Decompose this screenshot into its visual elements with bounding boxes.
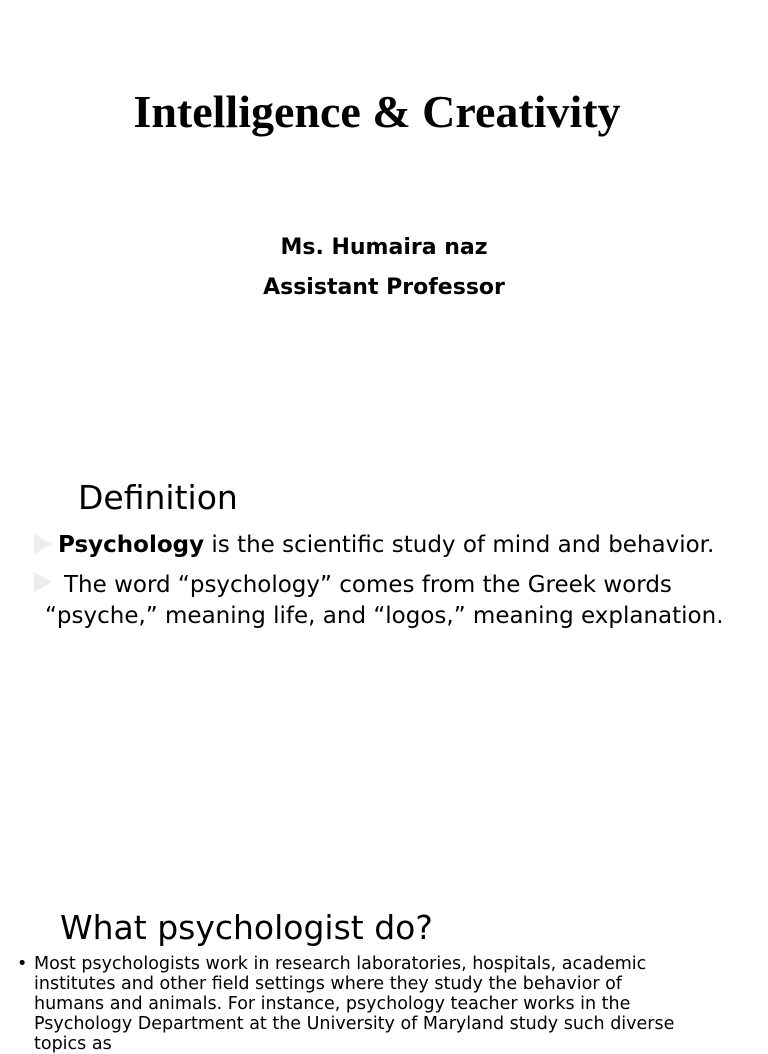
definition-heading: Definition (78, 478, 238, 517)
bullet-dot-icon: • (17, 954, 28, 974)
bullet-text (58, 530, 758, 561)
list-item-text: Most psychologists work in research laboratories, hospitals, academic institutes and other field settings where they study the behavior of humans and animals. For instance, psychology teacher works in the Psychology Department at the University of Maryland study such diverse topics as (34, 954, 675, 1054)
section-heading: What psychologist do? (60, 908, 433, 947)
author-name: Ms. Humaira naz (280, 235, 488, 260)
bullet-text-rest: is the scientific study of mind and behavior. (204, 532, 715, 558)
psychologist-slide (0, 860, 768, 1054)
bullet-text: The word “psychology” comes from the Greek words “psyche,” meaning life, and “logos,” meaning explanation. (45, 572, 724, 629)
author-role: Assistant Professor (263, 275, 505, 300)
author-block (0, 228, 768, 308)
title-slide (0, 0, 768, 420)
presentation-title: Intelligence & Creativity (133, 86, 621, 137)
bold-term: Psychology (58, 532, 205, 558)
definition-slide (0, 420, 768, 860)
triangle-bullet-icon (34, 534, 52, 554)
